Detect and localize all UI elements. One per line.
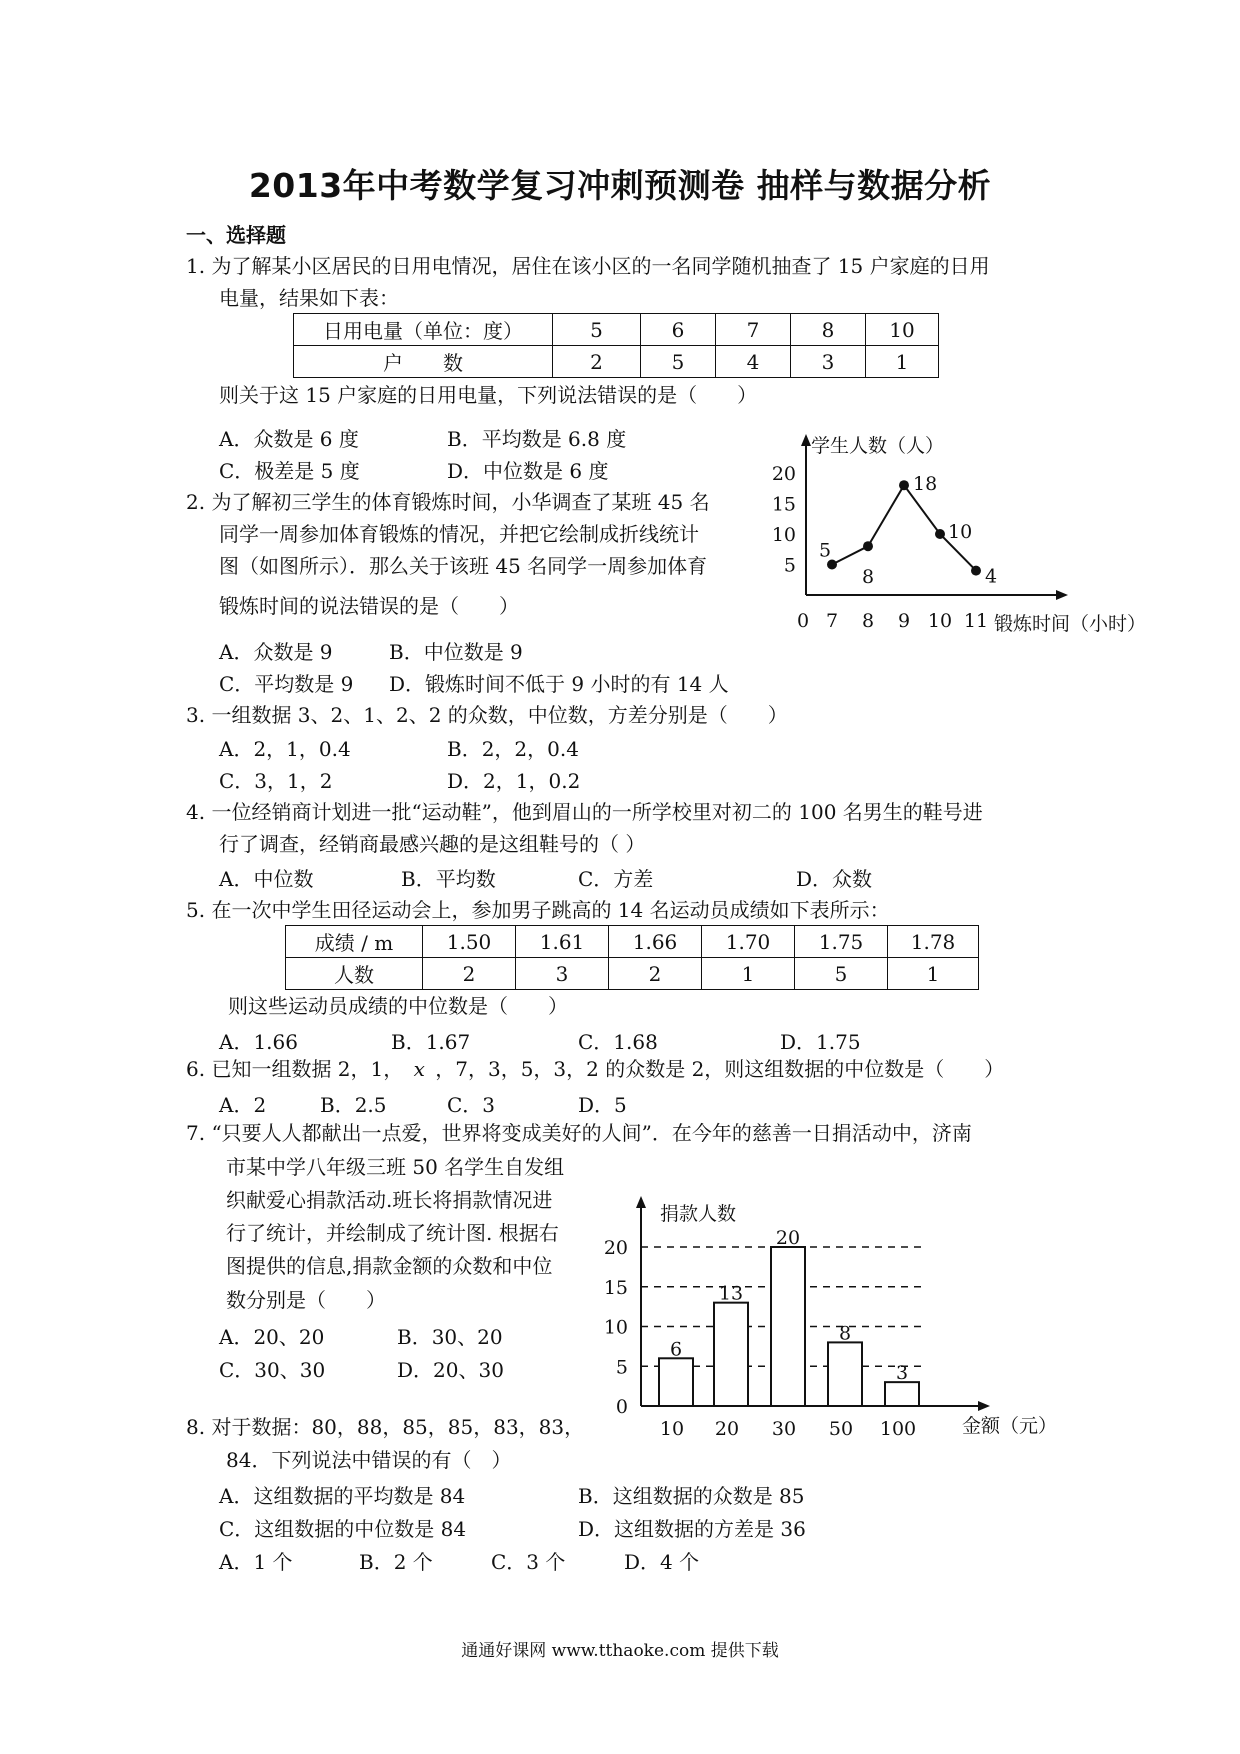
q8-statement-a: A．这组数据的平均数是 84 [219, 1484, 466, 1508]
q7-line4: 行了统计，并绘制成了统计图. 根据右 [226, 1221, 559, 1245]
data-label: 13 [718, 1282, 744, 1305]
table-cell: 1 [702, 958, 795, 990]
data-label: 3 [895, 1362, 909, 1385]
y-axis-label: 学生人数（人） [811, 435, 945, 457]
y-tick-label: 15 [771, 493, 796, 516]
q7-option-d: D．20、30 [397, 1358, 504, 1382]
table-cell: 户 数 [294, 346, 553, 378]
q7-line1: 7. “只要人人都献出一点爱，世界将变成美好的人间”．在今年的慈善一日捐活动中，济南 [186, 1121, 972, 1145]
table-cell: 5 [795, 958, 888, 990]
bar [828, 1342, 862, 1406]
x-tick-label: 10 [659, 1418, 685, 1440]
data-point [935, 529, 945, 539]
bar [659, 1358, 693, 1406]
q6-option-a: A．2 [219, 1093, 267, 1117]
q1-option-c: C．极差是 5 度 [219, 459, 360, 483]
q8-statement-c: C．这组数据的中位数是 84 [219, 1517, 467, 1541]
q5-question: 则这些运动员成绩的中位数是（ ） [228, 994, 568, 1018]
q6-option-b: B．2.5 [320, 1093, 387, 1117]
table-cell: 日用电量（单位：度） [294, 314, 553, 346]
q2-line1: 2. 为了解初三学生的体育锻炼时间，小华调查了某班 45 名 [186, 490, 710, 514]
table-cell: 人数 [286, 958, 423, 990]
table-cell: 1.66 [609, 926, 702, 958]
y-tick-label: 15 [603, 1276, 628, 1299]
q3-option-a: A．2，1，0.4 [219, 737, 351, 761]
x-tick-label: 7 [825, 610, 839, 632]
q1-option-d: D．中位数是 6 度 [447, 459, 609, 483]
y-tick-label: 0 [615, 1396, 628, 1418]
bar [771, 1247, 805, 1406]
y-tick-label: 5 [783, 554, 796, 577]
q7-line2: 市某中学八年级三班 50 名学生自发组 [226, 1155, 565, 1179]
y-axis-arrow [636, 1196, 646, 1208]
x-axis-label: 锻炼时间（小时） [994, 613, 1147, 635]
q3-option-b: B．2，2，0.4 [447, 737, 579, 761]
q4-option-a: A．中位数 [219, 867, 314, 891]
q1-option-a: A．众数是 6 度 [219, 427, 359, 451]
q6-line1 [186, 1053, 1004, 1085]
x-tick-label: 30 [771, 1418, 797, 1440]
q2-line4: 锻炼时间的说法错误的是（ ） [219, 594, 519, 618]
q2-line-chart [760, 420, 1160, 640]
table-cell: 4 [716, 346, 791, 378]
table-cell: 1.70 [702, 926, 795, 958]
q6-option-c: C．3 [447, 1093, 496, 1117]
q7-option-a: A．20、20 [219, 1325, 325, 1349]
q8-option-c: C．3 个 [491, 1550, 566, 1574]
table-cell: 1.50 [423, 926, 516, 958]
q5-table [285, 925, 979, 990]
q8-line2: 84．下列说法中错误的有（ ） [226, 1448, 512, 1472]
data-point [971, 566, 981, 576]
q3-option-c: C．3，1，2 [219, 769, 333, 793]
q1-question: 则关于这 15 户家庭的日用电量，下列说法错误的是（ ） [219, 383, 758, 407]
data-label: 5 [819, 539, 832, 562]
data-label: 4 [985, 565, 998, 588]
data-point [899, 480, 909, 490]
x-tick-label: 10 [927, 610, 953, 632]
table-cell: 7 [716, 314, 791, 346]
q7-option-c: C．30、30 [219, 1358, 326, 1382]
q4-option-d: D．众数 [796, 867, 873, 891]
q7-line5: 图提供的信息,捐款金额的众数和中位 [226, 1254, 553, 1278]
x-tick-label: 8 [861, 610, 875, 632]
q1-option-b: B．平均数是 6.8 度 [447, 427, 627, 451]
q4-line1: 4. 一位经销商计划进一批“运动鞋”，他到眉山的一所学校里对初二的 100 名男生的鞋号进 [186, 800, 983, 824]
x-tick-label: 100 [879, 1418, 917, 1440]
q2-option-c: C．平均数是 9 [219, 672, 354, 696]
q3-option-d: D．2，1，0.2 [447, 769, 581, 793]
footer: 通通好课网 www.tthaoke.com 提供下载 [461, 1641, 779, 1661]
q2-option-a: A．众数是 9 [219, 640, 333, 664]
q6-text-end: ，7，3，5，3，2 的众数是 2，则这组数据的中位数是（ ） [435, 1057, 1005, 1081]
table-cell: 10 [866, 314, 939, 346]
q5-option-a: A．1.66 [219, 1030, 298, 1054]
q5-option-d: D．1.75 [780, 1030, 861, 1054]
q1-line1: 1. 为了解某小区居民的日用电情况，居住在该小区的一名同学随机抽查了 15 户家庭的日用 [186, 254, 990, 278]
q4-line2: 行了调查，经销商最感兴趣的是这组鞋号的（ ） [219, 832, 646, 856]
table-cell: 5 [641, 346, 716, 378]
x-axis-arrow [978, 1401, 990, 1411]
y-tick-label: 20 [603, 1237, 628, 1259]
table-row [286, 958, 979, 990]
table-row [294, 346, 939, 378]
q5-option-c: C．1.68 [578, 1030, 658, 1054]
q5-option-b: B．1.67 [391, 1030, 471, 1054]
q8-line1: 8. 对于数据：80，88，85，85，83，83， [186, 1415, 585, 1439]
table-cell: 1.78 [888, 926, 979, 958]
table-cell: 2 [423, 958, 516, 990]
q8-option-a: A．1 个 [219, 1550, 293, 1574]
table-cell: 1.75 [795, 926, 888, 958]
table-row [286, 926, 979, 958]
q4-option-c: C．方差 [578, 867, 654, 891]
q8-option-b: B．2 个 [359, 1550, 433, 1574]
q6-option-d: D．5 [578, 1093, 627, 1117]
table-cell: 3 [791, 346, 866, 378]
x-tick-label: 20 [714, 1418, 740, 1440]
q8-statement-b: B．这组数据的众数是 85 [578, 1484, 805, 1508]
q2-option-b: B．中位数是 9 [389, 640, 523, 664]
q3-line1: 3. 一组数据 3、2、1、2、2 的众数，中位数，方差分别是（ ） [186, 703, 788, 727]
page-title: 2013年中考数学复习冲刺预测卷 抽样与数据分析 [248, 166, 992, 205]
table-cell: 5 [553, 314, 641, 346]
x-tick-label: 9 [897, 610, 911, 632]
q7-line6: 数分别是（ ） [226, 1288, 386, 1312]
q5-line1: 5. 在一次中学生田径运动会上，参加男子跳高的 14 名运动员成绩如下表所示： [186, 898, 890, 922]
x-axis-arrow [1056, 590, 1068, 600]
data-point [863, 541, 873, 551]
table-row [294, 314, 939, 346]
data-label: 8 [838, 1322, 852, 1345]
q6-text-start: 6. 已知一组数据 2，1， [186, 1057, 404, 1081]
bar [885, 1382, 919, 1406]
table-cell: 1 [866, 346, 939, 378]
x-tick-label: 11 [963, 610, 989, 632]
table-cell: 1.61 [516, 926, 609, 958]
q7-line3: 织献爱心捐款活动.班长将捐款情况进 [226, 1188, 553, 1212]
table-cell: 8 [791, 314, 866, 346]
q7-option-b: B．30、20 [397, 1325, 503, 1349]
section-heading: 一、选择题 [186, 223, 286, 247]
q2-line3: 图（如图所示）．那么关于该班 45 名同学一周参加体育 [219, 554, 708, 578]
x-axis-label: 金额（元） [962, 1415, 1058, 1437]
data-label: 6 [669, 1338, 683, 1361]
table-cell: 成绩 / m [286, 926, 423, 958]
bar [714, 1303, 748, 1406]
x-tick-label: 50 [828, 1418, 854, 1440]
y-tick-label: 20 [771, 463, 796, 485]
q7-bar-chart [590, 1175, 1090, 1440]
data-label: 20 [775, 1227, 801, 1249]
data-label: 18 [913, 473, 938, 496]
table-cell: 1 [888, 958, 979, 990]
q2-line2: 同学一周参加体育锻炼的情况，并把它绘制成折线统计 [219, 522, 699, 546]
table-cell: 3 [516, 958, 609, 990]
data-label: 8 [861, 566, 875, 589]
q4-option-b: B．平均数 [401, 867, 496, 891]
y-axis-label: 捐款人数 [660, 1203, 737, 1225]
table-cell: 2 [609, 958, 702, 990]
q1-line2: 电量，结果如下表： [219, 286, 399, 310]
q8-statement-d: D．这组数据的方差是 36 [578, 1517, 806, 1541]
y-axis-arrow [801, 434, 811, 446]
y-tick-label: 10 [603, 1316, 628, 1339]
y-tick-label: 5 [615, 1356, 628, 1379]
x-tick-label: 0 [796, 610, 810, 632]
data-label: 10 [948, 521, 973, 543]
table-cell: 2 [553, 346, 641, 378]
y-tick-label: 10 [771, 524, 796, 546]
q8-option-d: D．4 个 [624, 1550, 700, 1574]
table-cell: 6 [641, 314, 716, 346]
q1-table [293, 313, 939, 378]
q2-option-d: D．锻炼时间不低于 9 小时的有 14 人 [389, 672, 729, 696]
q6-variable: x [413, 1057, 425, 1081]
